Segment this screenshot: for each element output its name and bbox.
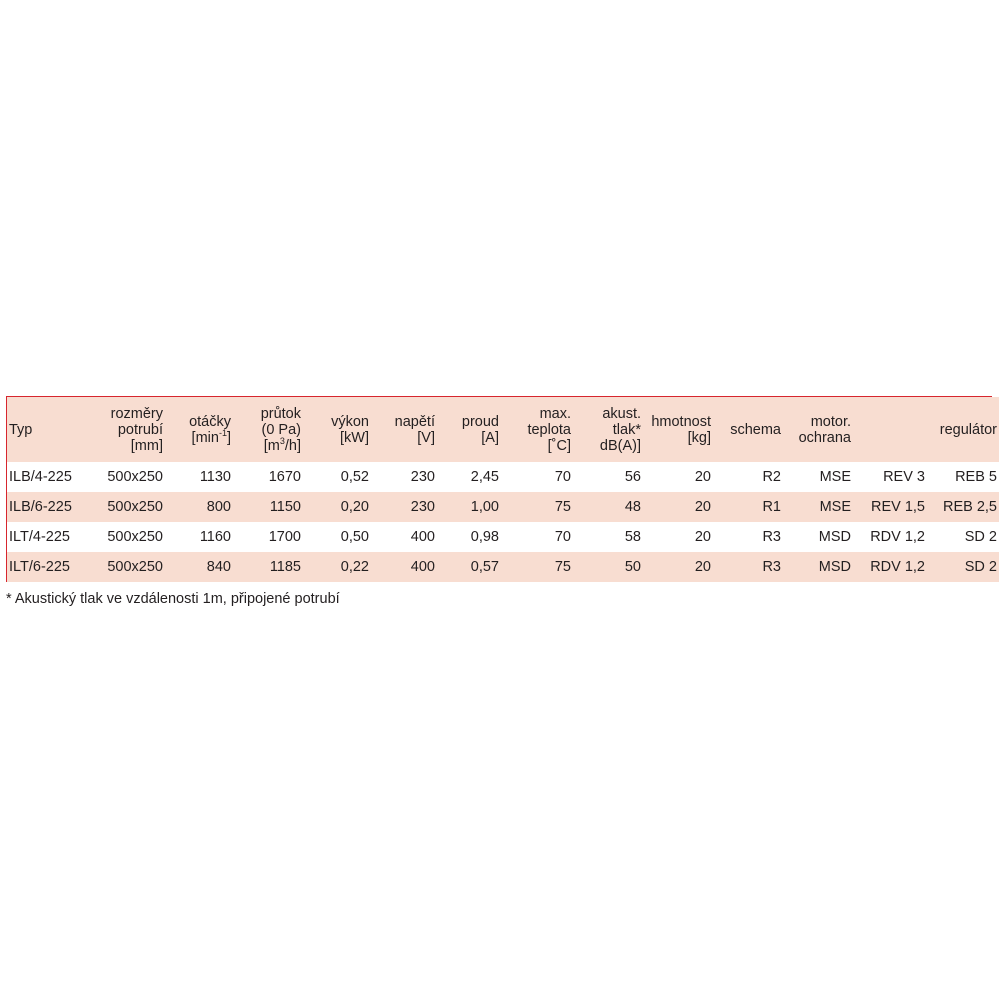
col-header-regulator: regulátor bbox=[939, 421, 997, 438]
col-header-schema: schema bbox=[730, 421, 781, 438]
header-row bbox=[7, 397, 999, 462]
col-header-hmotnost: hmotnost [kg] bbox=[651, 413, 711, 446]
cell-teplota: 70 bbox=[554, 469, 571, 485]
cell-hmotnost: 20 bbox=[694, 559, 711, 575]
cell-ochrana: MSD bbox=[818, 529, 851, 545]
col-header-regulator-blank bbox=[853, 397, 927, 462]
cell-rozmery: 500x250 bbox=[107, 559, 163, 575]
cell-regulator2: REB 2,5 bbox=[943, 499, 997, 515]
col-header-vykon: výkon [kW] bbox=[331, 413, 369, 446]
cell-regulator2: SD 2 bbox=[964, 559, 997, 575]
cell-proud: 0,98 bbox=[470, 529, 499, 545]
col-header-prutok: průtok (0 Pa) $[m^3/h]$ bbox=[260, 405, 301, 454]
cell-typ: ILT/6-225 bbox=[9, 559, 70, 575]
cell-vykon: 0,20 bbox=[340, 499, 369, 515]
cell-proud: 0,57 bbox=[470, 559, 499, 575]
cell-vykon: 0,50 bbox=[340, 529, 369, 545]
cell-hmotnost: 20 bbox=[694, 529, 711, 545]
cell-tlak: 58 bbox=[624, 529, 641, 545]
cell-schema: R3 bbox=[762, 559, 781, 575]
cell-teplota: 75 bbox=[554, 499, 571, 515]
col-header-napeti: napětí [V] bbox=[394, 413, 435, 446]
table-row bbox=[7, 522, 999, 552]
cell-schema: R3 bbox=[762, 529, 781, 545]
footnote: * Akustický tlak ve vzdálenosti 1m, připojené potrubí bbox=[6, 591, 340, 607]
cell-tlak: 48 bbox=[624, 499, 641, 515]
cell-ochrana: MSE bbox=[819, 469, 851, 485]
table-row bbox=[7, 462, 999, 492]
col-header-rozmery: rozměry potrubí [mm] bbox=[110, 405, 163, 454]
col-header-teplota: max. teplota [˚C] bbox=[527, 405, 571, 454]
spec-table-grid bbox=[7, 397, 999, 582]
cell-prutok: 1150 bbox=[269, 499, 301, 515]
cell-ochrana: MSD bbox=[818, 559, 851, 575]
cell-regulator1: REV 1,5 bbox=[871, 499, 925, 515]
cell-prutok: 1700 bbox=[268, 529, 301, 545]
cell-ochrana: MSE bbox=[819, 499, 851, 515]
cell-rozmery: 500x250 bbox=[107, 499, 163, 515]
cell-proud: 2,45 bbox=[470, 469, 499, 485]
cell-napeti: 230 bbox=[410, 499, 435, 515]
cell-napeti: 400 bbox=[410, 529, 435, 545]
cell-rozmery: 500x250 bbox=[107, 469, 163, 485]
cell-typ: ILT/4-225 bbox=[9, 529, 70, 545]
cell-regulator1: REV 3 bbox=[883, 469, 925, 485]
cell-vykon: 0,22 bbox=[340, 559, 369, 575]
cell-tlak: 56 bbox=[624, 469, 641, 485]
cell-proud: 1,00 bbox=[470, 499, 499, 515]
col-header-tlak: akust. tlak* dB(A)] bbox=[599, 405, 641, 454]
cell-teplota: 75 bbox=[554, 559, 571, 575]
cell-napeti: 230 bbox=[410, 469, 435, 485]
cell-otacky: 1160 bbox=[199, 529, 231, 545]
cell-typ: ILB/6-225 bbox=[9, 499, 72, 515]
col-header-proud: proud [A] bbox=[461, 413, 499, 446]
cell-prutok: 1185 bbox=[269, 559, 301, 575]
cell-otacky: 800 bbox=[206, 499, 231, 515]
col-header-typ: Typ bbox=[9, 421, 33, 438]
cell-otacky: 840 bbox=[206, 559, 231, 575]
col-header-otacky: otáčky $[\min^{-1}]$ bbox=[189, 413, 231, 446]
table-body bbox=[7, 462, 999, 582]
cell-regulator1: RDV 1,2 bbox=[870, 529, 925, 545]
cell-otacky: 1130 bbox=[199, 469, 231, 485]
cell-rozmery: 500x250 bbox=[107, 529, 163, 545]
cell-schema: R1 bbox=[762, 499, 781, 515]
cell-hmotnost: 20 bbox=[694, 469, 711, 485]
cell-teplota: 70 bbox=[554, 529, 571, 545]
cell-regulator1: RDV 1,2 bbox=[870, 559, 925, 575]
table-row bbox=[7, 552, 999, 582]
cell-hmotnost: 20 bbox=[694, 499, 711, 515]
cell-regulator2: SD 2 bbox=[964, 529, 997, 545]
table-row bbox=[7, 492, 999, 522]
cell-prutok: 1670 bbox=[268, 469, 301, 485]
spec-table bbox=[6, 396, 997, 582]
col-header-ochrana: motor. ochrana bbox=[798, 413, 851, 446]
cell-tlak: 50 bbox=[624, 559, 641, 575]
cell-regulator2: REB 5 bbox=[955, 469, 997, 485]
cell-napeti: 400 bbox=[410, 559, 435, 575]
cell-vykon: 0,52 bbox=[340, 469, 369, 485]
cell-schema: R2 bbox=[762, 469, 781, 485]
cell-typ: ILB/4-225 bbox=[9, 469, 72, 485]
